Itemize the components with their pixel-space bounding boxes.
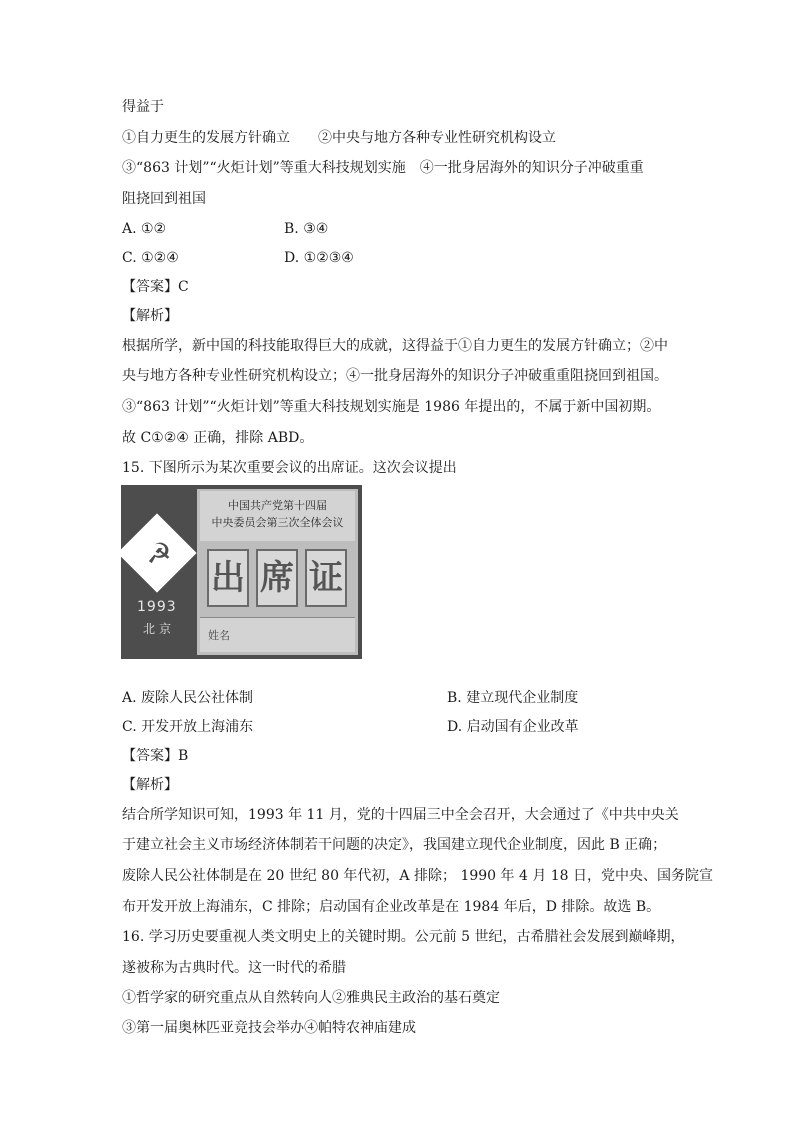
q14-items-line-1: ①自力更生的发展方针确立 ②中央与地方各种专业性研究机构设立 bbox=[122, 130, 556, 146]
q14-analysis-label: 【解析】 bbox=[122, 308, 178, 324]
q16-items-line-1: ①哲学家的研究重点从自然转向人②雅典民主政治的基石奠定 bbox=[122, 990, 500, 1006]
attendance-badge-image bbox=[121, 485, 362, 659]
q15-answer: 【答案】B bbox=[122, 748, 189, 764]
badge-title-char: 证 bbox=[305, 549, 347, 607]
q14-answer: 【答案】C bbox=[122, 279, 189, 295]
badge-title-char: 出 bbox=[207, 549, 249, 607]
q14-analysis-line-4: 故 C①②④ 正确，排除 ABD。 bbox=[122, 430, 314, 446]
q14-option-a: A. ①② bbox=[122, 221, 167, 237]
badge-right-panel bbox=[197, 489, 358, 655]
badge-org-line-1: 中国共产党第十四届 bbox=[228, 499, 327, 512]
q14-analysis-line-2: 央与地方各种专业性研究机构设立；④一批身居海外的知识分子冲破重重阻挠回到祖国。 bbox=[122, 368, 668, 384]
q15-analysis-line-2: 于建立社会主义市场经济体制若干问题的决定》，我国建立现代企业制度，因此 B 正确； bbox=[122, 837, 667, 853]
q14-items-line-3: 阻挠回到祖国 bbox=[122, 191, 206, 207]
q16-stem-line-2: 遂被称为古典时代。这一时代的希腊 bbox=[122, 960, 346, 976]
q15-analysis-line-1: 结合所学知识可知，1993 年 11 月，党的十四届三中全会召开，大会通过了《中共中央关 bbox=[122, 807, 679, 823]
q15-option-d: D. 启动国有企业改革 bbox=[447, 719, 579, 735]
q15-stem: 15. 下图所示为某次重要会议的出席证。这次会议提出 bbox=[122, 460, 457, 476]
q15-option-a: A. 废除人民公社体制 bbox=[122, 690, 254, 706]
q15-analysis-line-3: 废除人民公社体制是在 20 世纪 80 年代初，A 排除； 1990 年 4 月 18 日，党中央、国务院宣 bbox=[122, 868, 714, 884]
q14-option-d: D. ①②③④ bbox=[284, 250, 354, 266]
badge-title-char: 席 bbox=[256, 549, 298, 607]
q14-option-b: B. ③④ bbox=[284, 221, 329, 237]
hammer-sickle-icon: ☭ bbox=[146, 537, 172, 570]
q14-option-c: C. ①②④ bbox=[122, 250, 179, 266]
q16-items-line-2: ③第一届奥林匹亚竞技会举办④帕特农神庙建成 bbox=[122, 1020, 416, 1036]
badge-org-line-2: 中央委员会第三次全体会议 bbox=[211, 516, 344, 529]
badge-name-label: 姓名 bbox=[208, 629, 230, 642]
q14-items-line-2: ③“863 计划”“火炬计划”等重大科技规划实施 ④一批身居海外的知识分子冲破重重 bbox=[122, 160, 644, 176]
badge-name-field bbox=[200, 617, 355, 652]
badge-left-panel bbox=[121, 485, 197, 659]
q15-analysis-line-4: 布开发开放上海浦东，C 排除；启动国有企业改革是在 1984 年后，D 排除。故选 B。 bbox=[122, 899, 661, 915]
badge-title bbox=[207, 549, 347, 609]
badge-organization bbox=[200, 491, 355, 541]
q14-analysis-line-3: ③“863 计划”“火炬计划”等重大科技规划实施是 1986 年提出的，不属于新中国初期。 bbox=[122, 399, 661, 415]
q16-stem-line-1: 16. 学习历史要重视人类文明史上的关键时期。公元前 5 世纪，古希腊社会发展到巅峰期， bbox=[122, 929, 685, 945]
q14-analysis-line-1: 根据所学，新中国的科技能取得巨大的成就，这得益于①自力更生的发展方针确立；②中 bbox=[122, 338, 668, 354]
badge-city: 北京 bbox=[143, 622, 176, 636]
q15-option-b: B. 建立现代企业制度 bbox=[447, 690, 579, 706]
q15-option-c: C. 开发开放上海浦东 bbox=[122, 719, 254, 735]
badge-year: 1993 bbox=[137, 599, 177, 615]
q14-stem-continuation: 得益于 bbox=[122, 99, 164, 115]
q15-analysis-label: 【解析】 bbox=[122, 777, 178, 793]
